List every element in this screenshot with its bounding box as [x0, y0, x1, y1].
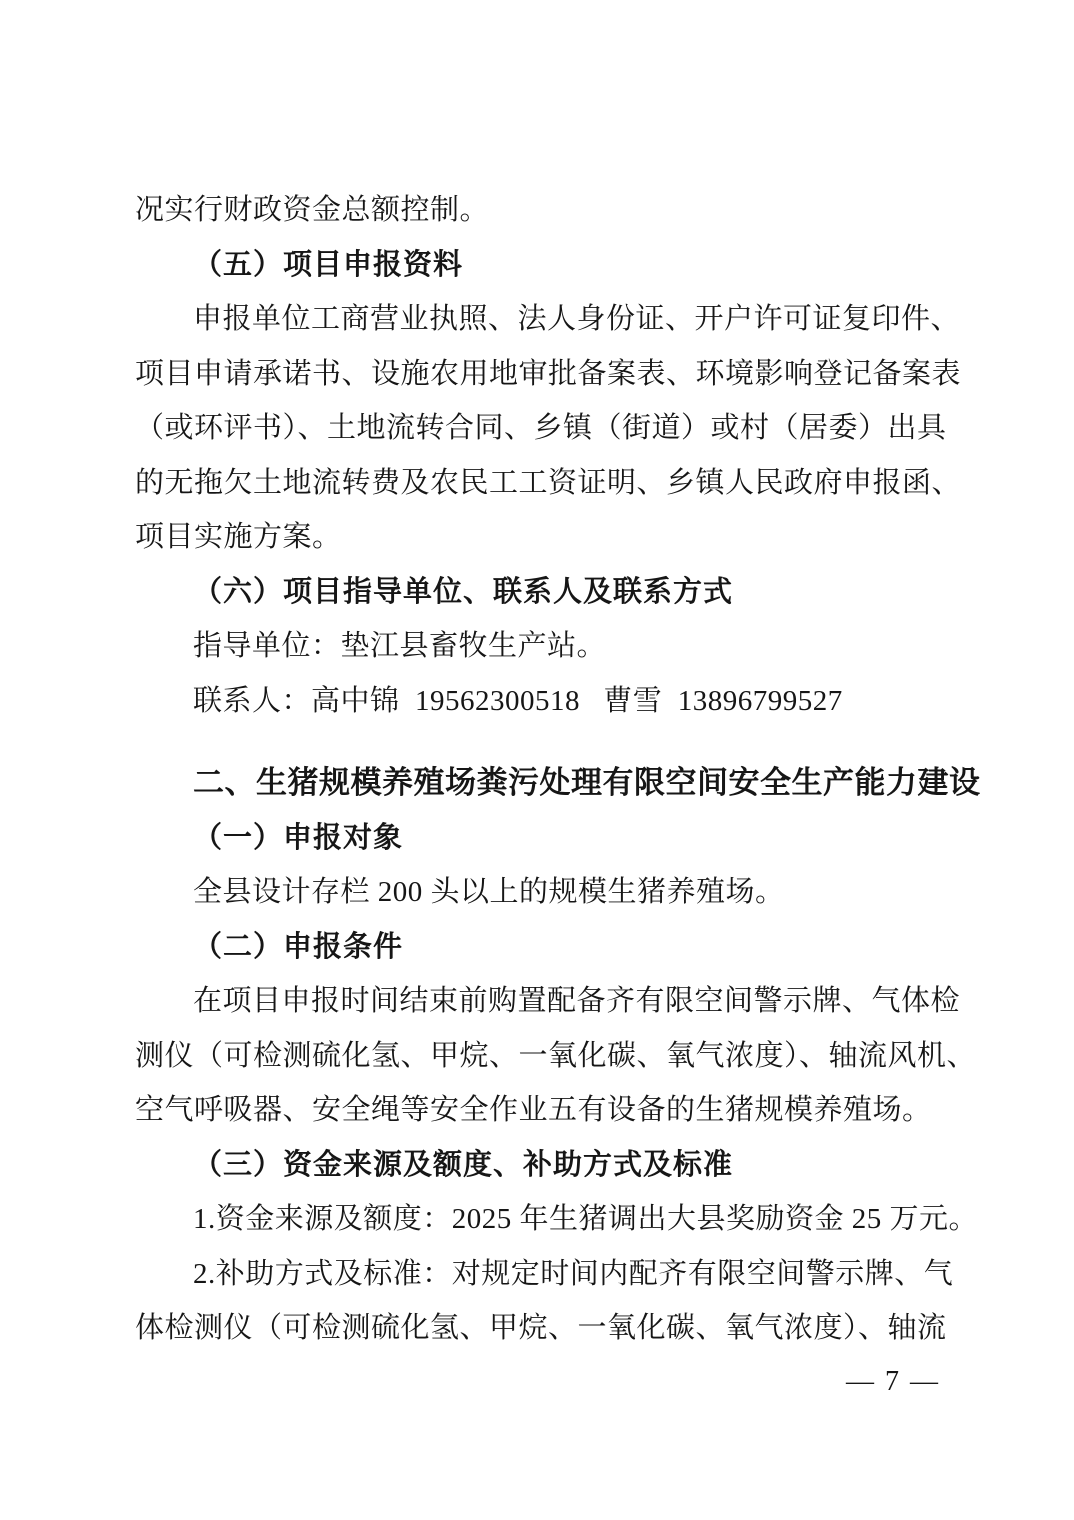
body-line: 项目申请承诺书、设施农用地审批备案表、环境影响登记备案表 [135, 357, 962, 390]
body-line: 2.补助方式及标准：对规定时间内配齐有限空间警示牌、气 [193, 1257, 954, 1290]
subsection-heading: （二）申报条件 [193, 930, 404, 963]
subsection-heading: （三）资金来源及额度、补助方式及标准 [193, 1148, 734, 1181]
subsection-heading: （六）项目指导单位、联系人及联系方式 [193, 575, 734, 608]
body-line: 况实行财政资金总额控制。 [135, 194, 490, 226]
body-line: 测仪（可检测硫化氢、甲烷、一氧化碳、氧气浓度）、轴流风机、 [135, 1039, 977, 1072]
body-line: 指导单位：垫江县畜牧生产站。 [193, 630, 607, 662]
body-line: 在项目申报时间结束前购置配备齐有限空间警示牌、气体检 [193, 985, 961, 1017]
body-line: 的无拖欠土地流转费及农民工工资证明、乡镇人民政府申报函、 [135, 466, 962, 499]
document-content [135, 183, 981, 1356]
body-line: 1.资金来源及额度：2025 年生猪调出大县奖励资金 25 万元。 [193, 1203, 979, 1235]
page-number: — 7 — [846, 1366, 940, 1397]
body-line: （或环评书）、土地流转合同、乡镇（街道）或村（居委）出具 [135, 412, 947, 444]
section-heading: 二、生猪规模养殖场粪污处理有限空间安全生产能力建设 [193, 765, 981, 800]
body-line: 空气呼吸器、安全绳等安全作业五有设备的生猪规模养殖场。 [135, 1094, 932, 1126]
body-line: 体检测仪（可检测硫化氢、甲烷、一氧化碳、氧气浓度）、轴流 [135, 1312, 947, 1344]
body-line: 全县设计存栏 200 头以上的规模生猪养殖场。 [193, 876, 785, 908]
subsection-heading: （五）项目申报资料 [193, 248, 464, 281]
subsection-heading: （一）申报对象 [193, 821, 404, 854]
body-line: 申报单位工商营业执照、法人身份证、开户许可证复印件、 [193, 303, 961, 335]
contact-line: 联系人：高中锦 19562300518 曹雪 13896799527 [193, 684, 843, 717]
body-line: 项目实施方案。 [135, 521, 342, 553]
